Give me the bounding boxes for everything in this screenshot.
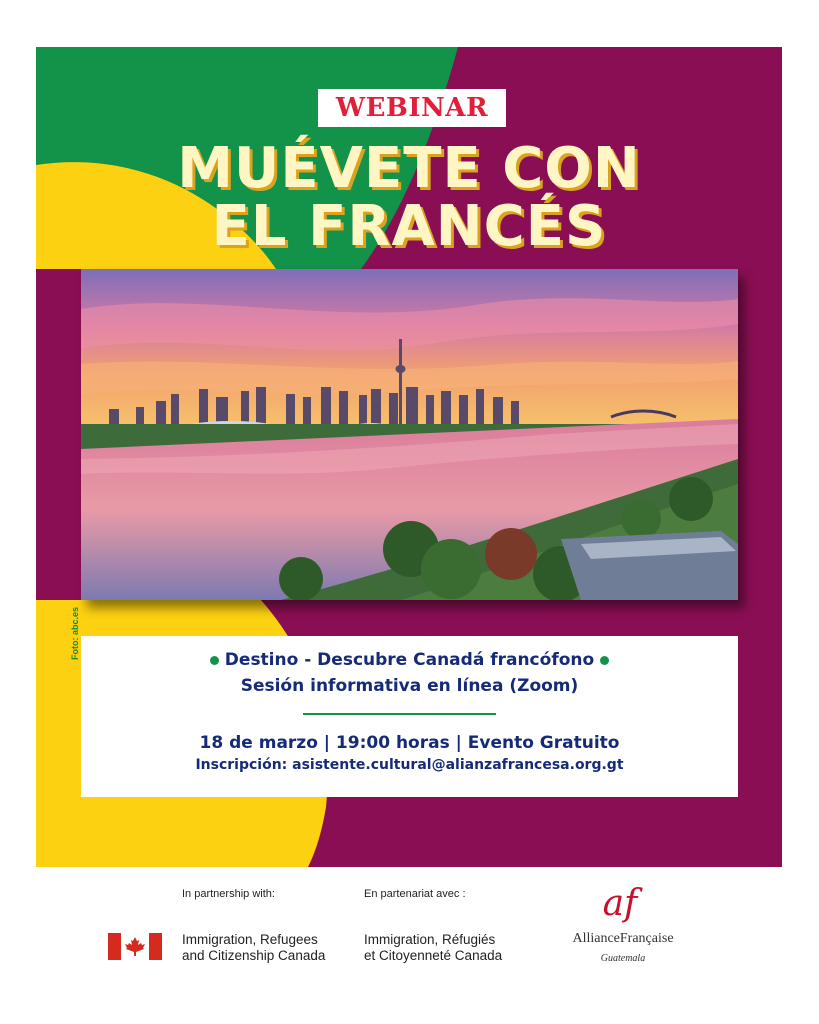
photo-credit: Foto: abc.es (70, 606, 80, 660)
ircc-en-line-1: Immigration, Refugees (182, 932, 318, 947)
registration-line: Inscripción: asistente.cultural@alianzafrancesa.org.gt (195, 757, 624, 773)
canada-flag-icon (108, 933, 162, 960)
webinar-label: WEBINAR (335, 93, 489, 123)
session-line: Sesión informativa en línea (Zoom) (240, 676, 579, 696)
alliance-francaise-name: AllianceFrançaise (572, 931, 674, 946)
bullet-dot-icon (600, 656, 609, 665)
title-line-2: EL FRANCÉS (211, 194, 607, 259)
poster (36, 47, 782, 867)
ircc-french-name (364, 932, 502, 964)
ircc-english-name (182, 932, 325, 964)
event-info-box (81, 636, 738, 797)
ircc-en-line-2: and Citizenship Canada (182, 948, 326, 963)
ircc-fr-line-2: et Citoyenneté Canada (364, 948, 503, 963)
divider-line (303, 713, 496, 715)
ircc-fr-line-1: Immigration, Réfugiés (364, 932, 496, 947)
bullet-dot-icon (210, 656, 219, 665)
partnership-label-en: In partnership with: (182, 888, 275, 900)
webinar-badge (318, 89, 506, 127)
destination-line (81, 650, 738, 670)
sunset-skyline-illustration (81, 269, 738, 600)
title-line-1: MUÉVETE CON (177, 136, 641, 201)
date-time-line: 18 de marzo | 19:00 horas | Evento Gratuito (199, 733, 620, 753)
alliance-francaise-city: Guatemala (600, 953, 646, 964)
partnership-label-fr: En partenariat avec : (364, 888, 466, 900)
alliance-francaise-logo-icon: af (602, 883, 638, 924)
destination-text: Destino - Descubre Canadá francófono (224, 650, 595, 670)
city-skyline-photo (81, 269, 738, 600)
